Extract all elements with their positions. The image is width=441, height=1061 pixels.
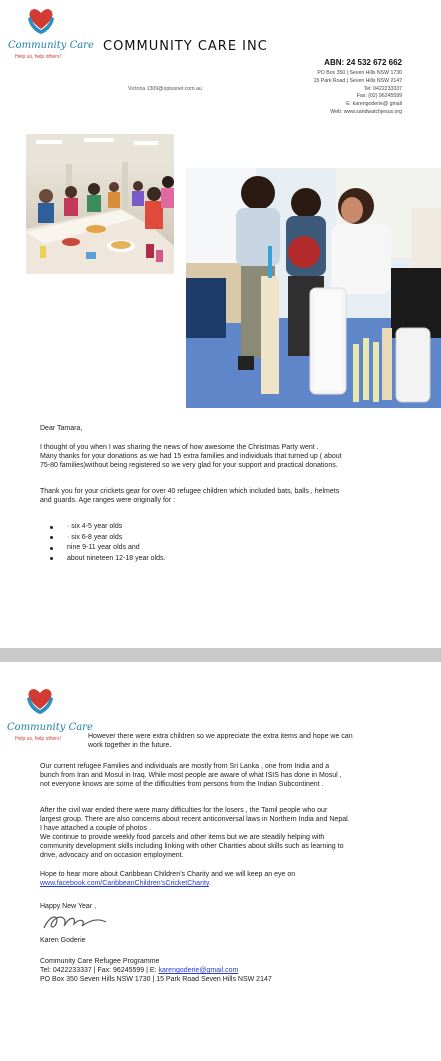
logo-tagline: Help us, help others! [15,736,61,742]
text-line: and guards. Age ranges were originally for : [40,497,176,504]
community-care-logo [24,684,56,716]
paragraph [40,870,420,888]
text-line: After the civil war ended there were many difficulties for the losers , the Tamil people who our [40,807,328,814]
text-line: I thought of you when I was sharing the news of how awesome the Christmas Party went . [40,444,319,451]
list-item [50,554,165,565]
list-item [50,543,165,554]
page-separator [0,648,441,662]
logo-name: Community Care [7,722,93,733]
bullet-icon [50,526,53,529]
contact-email: Victoria 1309@optusnet.com.au [128,86,202,92]
logo-tagline: Help us, help others! [15,54,61,60]
text-line: not everyone knows are some of the difficulties from persons from the Indian Subcontinent . [40,781,324,788]
salutation: Dear Tamara, [40,425,83,432]
christmas-party-photo [26,134,174,274]
paragraph [40,443,420,470]
logo-name: Community Care [8,40,94,51]
address-line: 15 Park Road | Seven Hills NSW 2147 [313,77,402,84]
signatory-name: Karen Goderie [40,937,86,944]
org-line: Community Care Refugee Programme [40,958,160,965]
bullet-icon [50,547,53,550]
text-line: However there were extra children so we appreciate the extra items and hope we can [88,733,353,740]
address-line: Tel: 0422233337 [363,85,402,92]
list-item [50,522,165,533]
text-line: I have attached a couple of photos . [40,825,151,832]
paragraph [40,487,420,505]
text-line: work together in the future. [88,742,172,749]
signature-block [40,957,420,984]
text-line: Many thanks for your donations as we had 15 extra families and individuals that turned up ( about [40,453,342,460]
heart-hands-icon [24,684,56,716]
heart-hands-icon [25,4,57,36]
paragraph [40,806,420,860]
list-item-text: about nineteen 12-18 year olds. [67,554,166,562]
paragraph [40,762,420,789]
contact-line [40,966,420,975]
address-block [314,70,402,117]
text-line: We continue to provide weekly food parcels and other items but we are steadily helping with [40,834,325,841]
letter-page-2 [0,662,441,1061]
handwritten-signature [40,910,110,934]
org-title: COMMUNITY CARE INC [103,39,268,54]
text-line: Hope to hear more about Caribbean Children’s Charity and we will keep an eye on [40,871,296,878]
community-care-logo [25,4,57,36]
facebook-link[interactable]: www.facebook.com/CaribbeanChildren'sCricketCharity [40,880,209,887]
address-line: E: karengoderie@ gmail [346,101,402,108]
address-line: Web: www.sandwatchjesus.org [330,108,402,115]
bullet-icon [50,557,53,560]
abn-number: ABN: 24 532 672 662 [324,58,402,67]
text-line: largest group. There are also concerns about recent anticonversal laws in Northern India and Nepal. [40,816,350,823]
list-item-text: · six 4-5 year olds [67,523,123,530]
text-line: bunch from Iran and Mosul in Iraq. While most people are aware of what ISIS has done in Mosul , [40,772,342,779]
text-line [40,879,420,888]
list-item-text: nine 9-11 year olds and [67,544,140,551]
age-range-list [50,522,165,564]
address-line: PO Box 350 Seven Hills NSW 1730 | 15 Park Road Seven Hills NSW 2147 [40,976,272,983]
link-suffix: . [208,880,211,887]
text-line: community development skills including linking with other Charities about skills such as learning to [40,843,344,850]
text-line: 75-80 families)without being registered so we very glad for your support and practical donations. [40,462,338,469]
list-item [50,533,165,544]
contact-prefix: Tel: 0422233337 | Fax: 96245599 | E: [40,967,159,974]
text-line: Thank you for your crickets gear for over 40 refugee children which included bats, balls , helmets [40,488,340,495]
bullet-icon [50,536,53,539]
email-link[interactable]: karengoderie@gmail.com [158,967,239,974]
closing: Happy New Year , [40,903,97,910]
letter-body-page1 [40,424,420,433]
list-item-text: · six 6-8 year olds [67,533,123,541]
address-line: PO Box 350 | Seven Hills NSW 1730 [317,70,402,76]
paragraph [88,732,428,750]
text-line: Our current refugee Families and individuals are mostly from Sri Lanka , one from India and a [40,763,330,770]
cricket-gear-photo [186,168,441,408]
text-line: drive, advocacy and on occasion employment. [40,852,184,859]
address-line: Fax: (02) 96245599 [356,93,402,100]
